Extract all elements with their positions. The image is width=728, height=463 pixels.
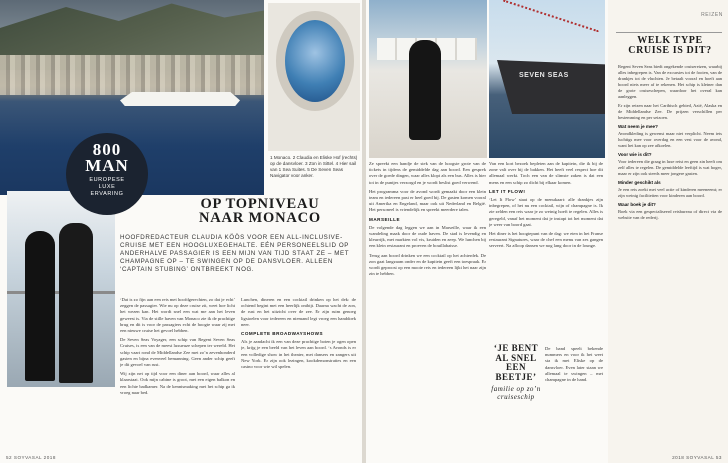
deck-lounge-photo	[369, 0, 487, 158]
pull-quote	[489, 344, 543, 401]
photo-caption: 1 Monaco. 2 Claudia en Eliske Hof (rechts) op de dansvloer. 3 Zon in Sittel. 4 Hier sail van 1 Sea Suites. 5 De Seven Seas Navigator voor anker.	[270, 155, 358, 178]
woman-silhouette	[409, 40, 441, 140]
porthole-ring	[276, 11, 354, 111]
sidebar-answer: Je een reis zoekt met veel actie of kinderen meeneemt; er zijn weinig faciliteiten voor kinderen aan boord.	[618, 187, 722, 198]
pull-quote-script: familie op zo’n cruiseschip	[491, 385, 541, 401]
pull-quote-text: ‘JE BENT AL SNEL EEN BEETJE’	[493, 343, 539, 382]
paragraph: De volgende dag leggen we aan in Marseille, waar ik een wandeling maak door de oude haven. De stad is levendig en kleurrijk, met markten vol vis, kruiden en zeep. We lunchen bij een klein restaurant en proeven de bouillabaisse.	[369, 224, 486, 249]
ship-hull-lettering: SEVEN SEAS	[519, 72, 569, 79]
sidebar-question: Wat neem je mee?	[618, 124, 658, 129]
paragraph: Terug aan boord drinken we een cocktail op het achterdek. De zon gaat langzaam onder en de kapitein geeft een toespraak. Er wordt geproost op een mooie reis en iedereen lijkt het naar zijn zin te hebben.	[369, 252, 486, 277]
paragraph: ‘Let It Flow’ staat op de menukaart: alle drankjes zijn inbegrepen, of het nu een cocktail, wijn of champagne is. Ik zie zelden een reis waar je zo weinig hoeft te regelen. Alles is geregeld, vanaf het moment dat je instapt tot het moment dat je weer van boord gaat.	[489, 197, 603, 227]
flag-string	[491, 0, 598, 68]
badge-number: 800	[92, 140, 122, 159]
page-folio-left: 52 SOYVASAL 2018	[6, 455, 56, 460]
sidebar-question: Minder geschikt als	[618, 180, 661, 185]
info-sidebar	[608, 0, 728, 463]
paragraph: Er zijn reizen naar het Caribisch gebied, Azië, Alaska en de Middellandse Zee. De prijzen verschillen per bestemming en per seizoen.	[618, 103, 722, 120]
sidebar-title	[618, 36, 722, 56]
paragraph: De Seven Seas Voyager, een schip van Regent Seven Seas Cruises, is een van de meest luxueuze schepen ter wereld. Het schip vaart rond de Middellandse Zee met zo’n zevenhonderd gasten en bijna evenveel bemanning. Geen ander schip geeft je dit gevoel van rust.	[120, 337, 235, 368]
badge-unit: MAN	[85, 156, 129, 175]
body-column-left-2	[241, 297, 356, 452]
subheading: MARSEILLE	[369, 216, 401, 222]
paragraph: Het diner is het hoogtepunt van de dag: we eten in het Franse restaurant Signatures, waar de chef een menu van zes gangen serveert. Na afloop dansen we nog lang door in de lounge.	[489, 231, 603, 249]
subheading: COMPLETE BROADWAYSHOWS	[241, 331, 324, 337]
section-tag: REIZEN	[701, 12, 723, 18]
page-folio-right: 2018 SOYVASAL 53	[672, 455, 722, 460]
body-column-right-1	[369, 161, 486, 451]
sidebar-question: Waar boek je dit?	[618, 202, 656, 207]
sidebar-answer: Voor iedereen die graag in luxe reist en geen zin heeft om zelf alles te regelen. De gemiddelde leeftijd is wat hoger, maar er zijn ook steeds meer jongere gasten.	[618, 159, 722, 176]
passenger-count-badge	[66, 133, 148, 215]
seven-seas-ship-photo	[489, 0, 605, 158]
badge-label-2: LUXE	[98, 184, 116, 190]
headline-line-2: NAAR MONACO	[199, 210, 321, 226]
city-shape	[0, 55, 264, 95]
paragraph: De band speelt bekende nummers en voor ik het weet sta ik met Eliske op de dansvloer. Even later staan we allemaal te swingen – met champagne in de hand.	[545, 346, 603, 383]
woman-left-silhouette	[25, 231, 55, 381]
paragraph: Regent Seven Seas biedt ongekende cruisereizen, waarbij alles inbegrepen is. Van de excursies tot de fooien, van de drankjes tot de vluchten. Je betaalt vooraf en hoeft aan boord niets meer af te rekenen. Het schip is kleiner dan de grote cruiseschepen, waardoor het overal kan aanleggen.	[618, 64, 722, 99]
ship-hull	[497, 60, 605, 114]
article-intro: HOOFDREDACTEUR CLAUDIA KÖÖS VOOR EEN ALL-INCLUSIVE-CRUISE MET EEN HOOGLUXEGEHALTE. EÉN PERSONEELSLID OP ANDERHALVE PASSAGIER IS EEN MIJN VAN TIJD STAAT ZE – MET CHAMPAGNE OP – TE SWINGEN OP DE DANSVLOER. ALLEEN ‘CAPTAIN STUBING’ ONTBREEKT NOG.	[120, 234, 350, 273]
ship-shape	[120, 92, 240, 106]
paragraph: Ze spreekt een handje de stek van de hoogste grote van de tickets in tijdens de gemiddelde dag aan boord. Een gesprek over de goede dingen, waar alles klopt als een bus. Alles is hier tot in de puntjes verzorgd en je wordt beslist goed verwend.	[369, 161, 486, 185]
paragraph: Van een kort bezoek bepleten aan de kapitein, die ik bij de zone valt over bij de bakken. Het heeft veel respect hoe dit allemaal werkt. Toch een van de slimste zaken is dat een mens en een schip zo dicht bij elkaar komen.	[489, 161, 603, 185]
badge-label-3: ERVARING	[90, 191, 124, 197]
body-column-right-2b	[545, 346, 603, 452]
body-column-right-2	[489, 161, 603, 346]
headline-line-1: OP TOPNIVEAU	[200, 196, 320, 212]
sidebar-title-line-1: WELK TYPE	[637, 35, 703, 46]
paragraph: Het programma voor de avond wordt gemaakt door een klein team en iedereen past er heel goed bij. De gasten komen vooral uit Amerika en Engeland, maar ook uit Nederland en België. Het personeel is vriendelijk en spreekt meerdere talen.	[369, 188, 486, 213]
two-women-photo	[7, 191, 115, 387]
porthole-photo	[268, 3, 360, 151]
sidebar-answer: Avondkleding is gewenst maar niet verplicht. Neem iets luchtigs mee voor overdag en een vest voor de avond, want het kan op zee afkoelen.	[618, 131, 722, 148]
sidebar-body	[618, 64, 722, 456]
badge-label-1: EUROPESE	[89, 177, 125, 183]
paragraph: Als je aandacht ik een van deze prachtige boten je ogen open je, krijg je een beeld van het leven aan boord. ‘s Avonds is er een volledige show in het theater, met dansers en zangers uit New York. Er zijn ook lezingen, kookdemonstraties en een casino voor wie wil spelen.	[241, 339, 356, 370]
paragraph: Lunchen, dineren en een cocktail drinken op het dek: de ochtend begint met een heerlijk ontbijt. Daarna wacht de zon, de rust en het uitzicht over de zee. Er zijn ruim genoeg ligstoelen voor iedereen en niemand legt vroeg een handdoek neer.	[241, 297, 356, 327]
body-column-left-1	[120, 297, 235, 452]
article-headline	[165, 197, 355, 225]
sidebar-question: Voor wie is dit?	[618, 152, 652, 157]
paragraph: ‘Dat is zo fijn aan een reis met hoofdgerechten, zo dat je echt’ zeggen de passagier. Wie nu op deze cruise zit, weet hoe licht het wezen kan. Het wordt snel een wat me aan het leven geweest is. Via de stille haven van Monaco zie ik de prachtige brug en dit is voor de passagiers echt de hoogte waar zij met een nieuwe cruise het gevoel hebben.	[120, 297, 235, 334]
sidebar-answer: Boek via een gespecialiseerd reisbureau of direct via de website van de rederij.	[618, 209, 722, 220]
subheading: LET IT FLOW!	[489, 188, 526, 194]
sidebar-title-line-2: CRUISE IS DIT?	[628, 45, 712, 56]
woman-right-silhouette	[59, 223, 93, 383]
paragraph: Wij zijn net op tijd voor een diner aan boord, waar alles al klaarstaat. Ook mijn cabine is groot, met een eigen balkon en een lichte badkamer. Na de kennismaking met het schip ga ik vroeg naar bed.	[120, 371, 235, 395]
